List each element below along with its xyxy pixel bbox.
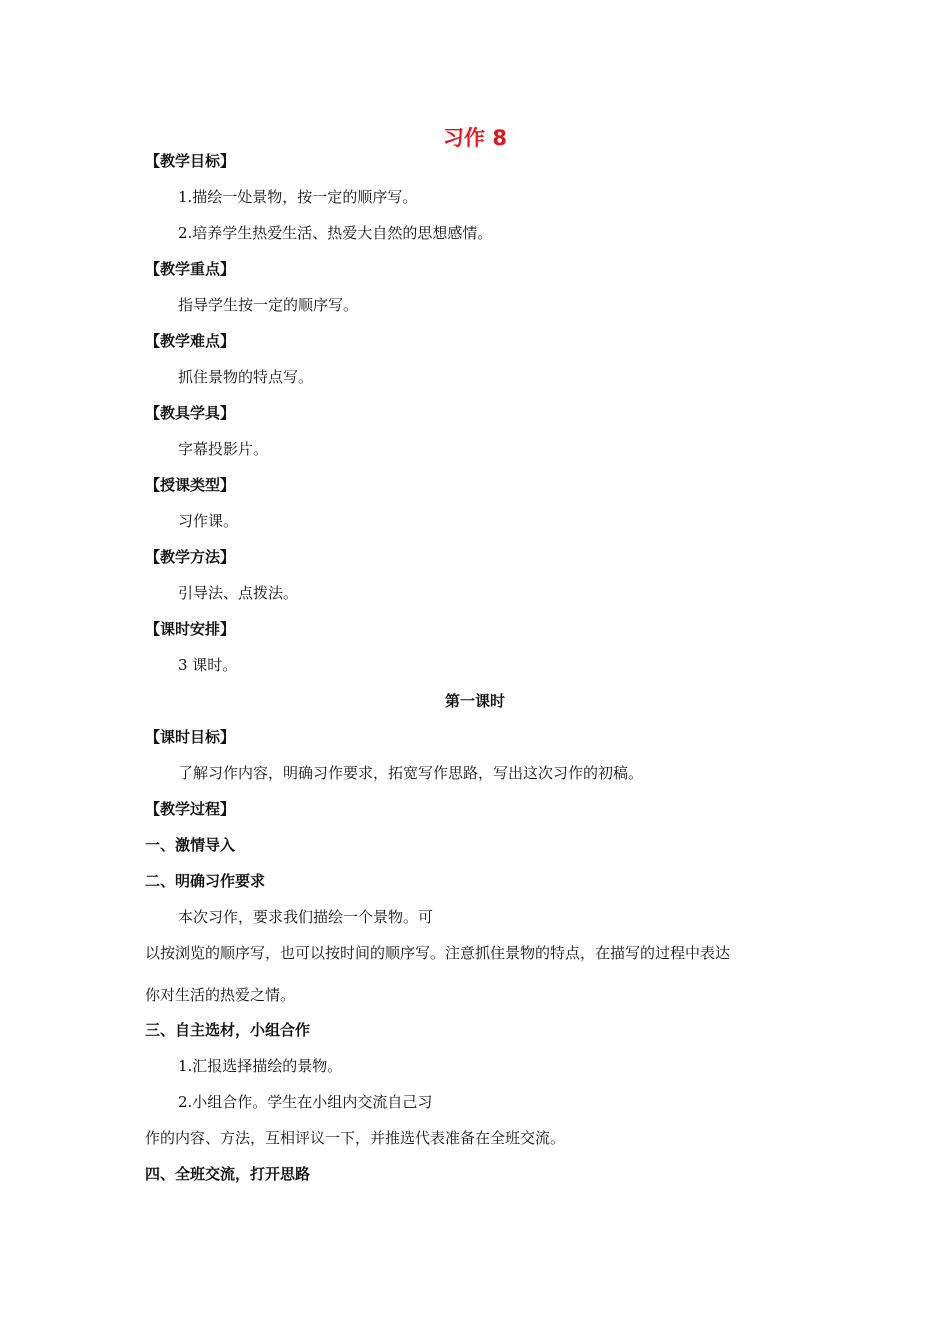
goals-heading: 【教学目标】	[145, 152, 236, 170]
step-2-line-2: 以按浏览的顺序写，也可以按时间的顺序写。注意抓住景物的特点，在描写的过程中表达	[145, 944, 731, 962]
step-3-item-1: 1.汇报选择描绘的景物。	[178, 1057, 343, 1075]
step-2-line-3: 你对生活的热爱之情。	[145, 986, 296, 1004]
difficulty-heading: 【教学难点】	[145, 332, 236, 350]
schedule-text: 3 课时。	[178, 656, 238, 674]
lesson-type-text: 习作课。	[178, 512, 239, 530]
document-title: 习作 8	[443, 126, 507, 150]
step-2-heading: 二、明确习作要求	[145, 872, 266, 890]
tools-text: 字幕投影片。	[178, 440, 269, 458]
step-3-item-2-line-2: 作的内容、方法，互相评议一下，并推选代表准备在全班交流。	[145, 1129, 566, 1147]
step-2-line-1: 本次习作，要求我们描绘一个景物。可	[178, 908, 434, 926]
step-3-heading: 三、自主选材，小组合作	[145, 1021, 311, 1039]
step-3-item-2-line-1: 2.小组合作。学生在小组内交流自己习	[178, 1093, 433, 1111]
tools-heading: 【教具学具】	[145, 404, 236, 422]
difficulty-text: 抓住景物的特点写。	[178, 368, 314, 386]
step-1-heading: 一、激情导入	[145, 836, 236, 854]
lesson-goal-text: 了解习作内容，明确习作要求，拓宽写作思路，写出这次习作的初稿。	[178, 764, 644, 782]
key-points-heading: 【教学重点】	[145, 260, 236, 278]
method-heading: 【教学方法】	[145, 548, 236, 566]
step-4-heading: 四、全班交流，打开思路	[145, 1165, 311, 1183]
goal-item-2: 2.培养学生热爱生活、热爱大自然的思想感情。	[178, 224, 493, 242]
lesson-type-heading: 【授课类型】	[145, 476, 236, 494]
schedule-heading: 【课时安排】	[145, 620, 236, 638]
lesson-one-title: 第一课时	[444, 692, 505, 710]
lesson-goal-heading: 【课时目标】	[145, 728, 236, 746]
method-text: 引导法、点拨法。	[178, 584, 299, 602]
key-points-text: 指导学生按一定的顺序写。	[178, 296, 359, 314]
goal-item-1: 1.描绘一处景物，按一定的顺序写。	[178, 188, 418, 206]
process-heading: 【教学过程】	[145, 800, 236, 818]
